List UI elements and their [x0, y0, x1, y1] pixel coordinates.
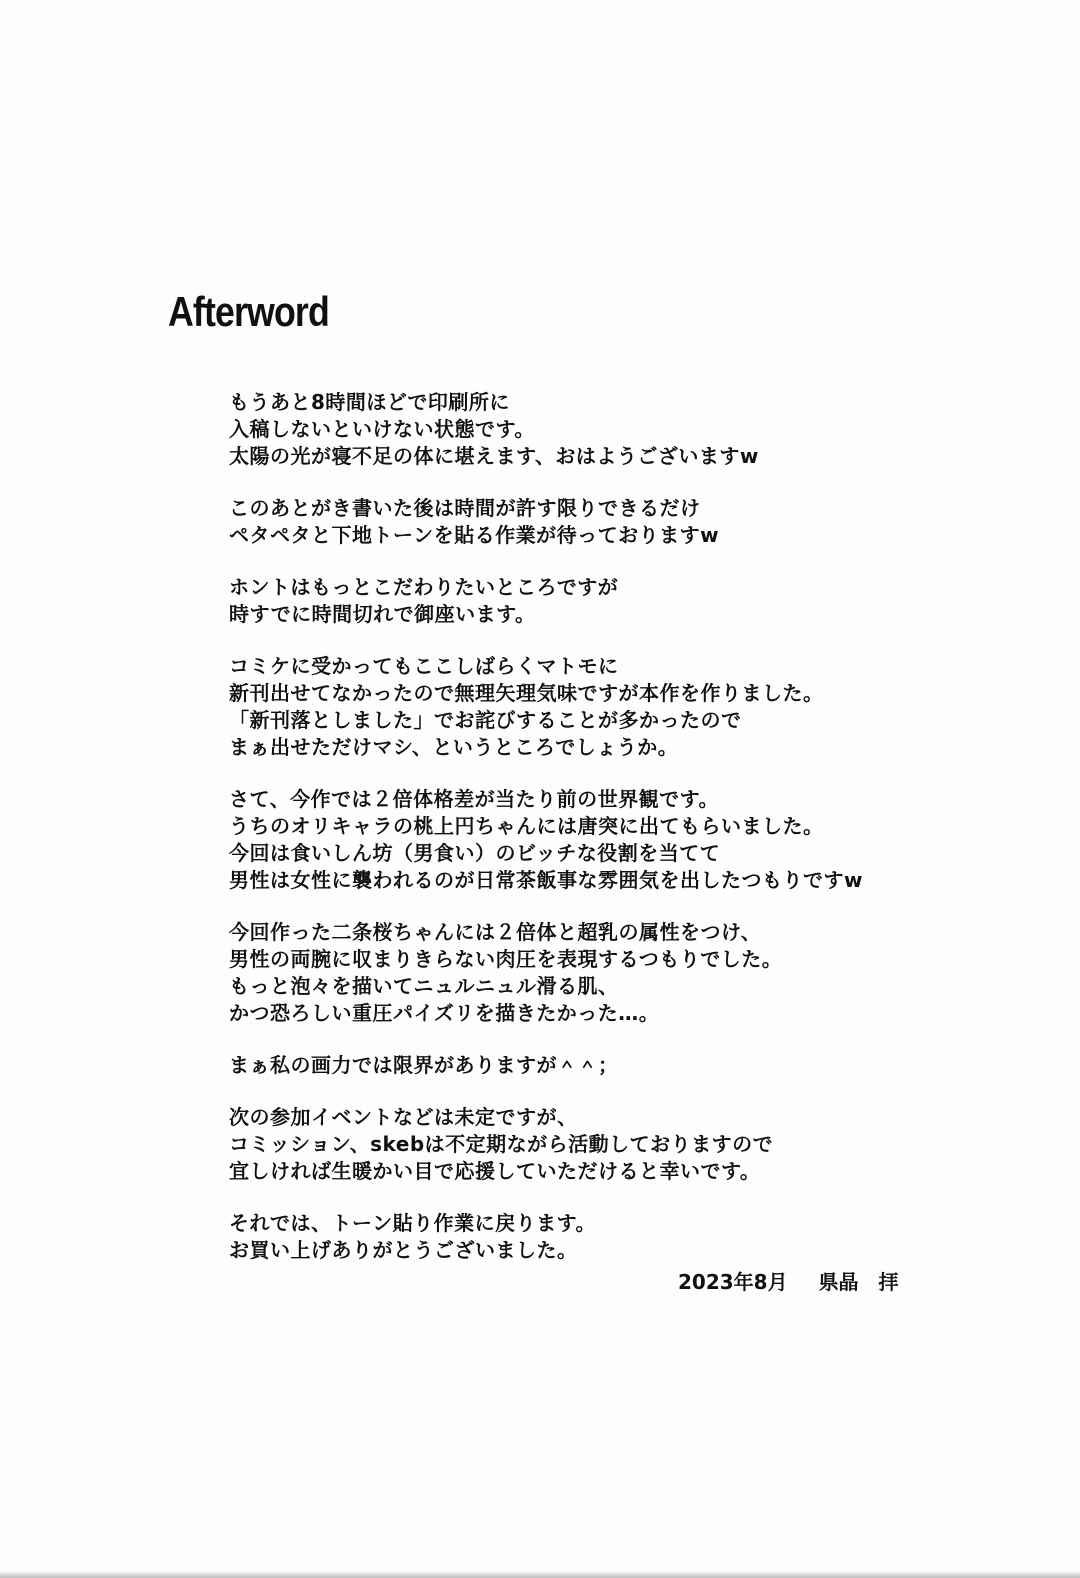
text-line: 今回作った二条桜ちゃんには２倍体と超乳の属性をつけ、 — [229, 920, 762, 944]
text-line: 男性の両腕に収まりきらない肉圧を表現するつもりでした。 — [229, 947, 783, 971]
text-line: 太陽の光が寝不足の体に堪えます、おはようございますw — [229, 444, 759, 468]
paragraph — [229, 574, 929, 628]
text-line: お買い上げありがとうございました。 — [229, 1238, 578, 1262]
text-line: 次の参加イベントなどは未定ですが、 — [229, 1105, 578, 1129]
text-line: コミケに受かってもここしばらくマトモに — [229, 654, 619, 678]
text-line: 入稿しないといけない状態です。 — [229, 417, 535, 441]
paragraph — [229, 1052, 929, 1079]
text-line: コミッション、skebは不定期ながら活動しておりますので — [229, 1132, 774, 1156]
text-line: 「新刊落としました」でお詫びすることが多かったので — [229, 708, 742, 732]
text-line: 新刊出せてなかったので無理矢理気味ですが本作を作りました。 — [229, 681, 824, 705]
page-title: Afterword — [168, 288, 329, 335]
text-line: このあとがき書いた後は時間が許す限りできるだけ — [229, 496, 701, 520]
paragraph — [229, 1210, 929, 1264]
text-line: うちのオリキャラの桃上円ちゃんには唐突に出てもらいました。 — [229, 814, 824, 838]
paragraph — [229, 495, 929, 549]
paragraph — [229, 786, 929, 894]
paragraph — [229, 389, 929, 470]
text-line: 宜しければ生暖かい目で応援していただけると幸いです。 — [229, 1159, 761, 1183]
paragraph — [229, 1104, 929, 1185]
afterword-body — [229, 389, 929, 1289]
text-line: かつ恐ろしい重圧パイズリを描きたかった…。 — [229, 1001, 660, 1025]
text-line: 男性は女性に襲われるのが日常茶飯事な雰囲気を出したつもりですw — [229, 868, 863, 892]
text-line: ホントはもっとこだわりたいところですが — [229, 575, 619, 599]
text-line: まぁ私の画力では限界がありますが＾＾； — [229, 1053, 619, 1077]
paragraph — [229, 919, 929, 1027]
signature-author: 県晶 拝 — [818, 1270, 899, 1294]
page-edge — [0, 1572, 1080, 1578]
text-line: もうあと8時間ほどで印刷所に — [229, 390, 510, 414]
text-line: それでは、トーン貼り作業に戻ります。 — [229, 1211, 596, 1235]
paragraph — [229, 653, 929, 761]
text-line: もっと泡々を描いてニュルニュル滑る肌、 — [229, 974, 619, 998]
text-line: ペタペタと下地トーンを貼る作業が待っておりますw — [229, 523, 720, 547]
signature — [678, 1266, 899, 1295]
signature-date: 2023年8月 — [678, 1270, 788, 1294]
text-line: 時すでに時間切れで御座います。 — [229, 602, 536, 626]
text-line: 今回は食いしん坊（男食い）のビッチな役割を当てて — [229, 841, 721, 865]
text-line: さて、今作では２倍体格差が当たり前の世界観です。 — [229, 787, 719, 811]
text-line: まぁ出せただけマシ、というところでしょうか。 — [229, 735, 679, 759]
